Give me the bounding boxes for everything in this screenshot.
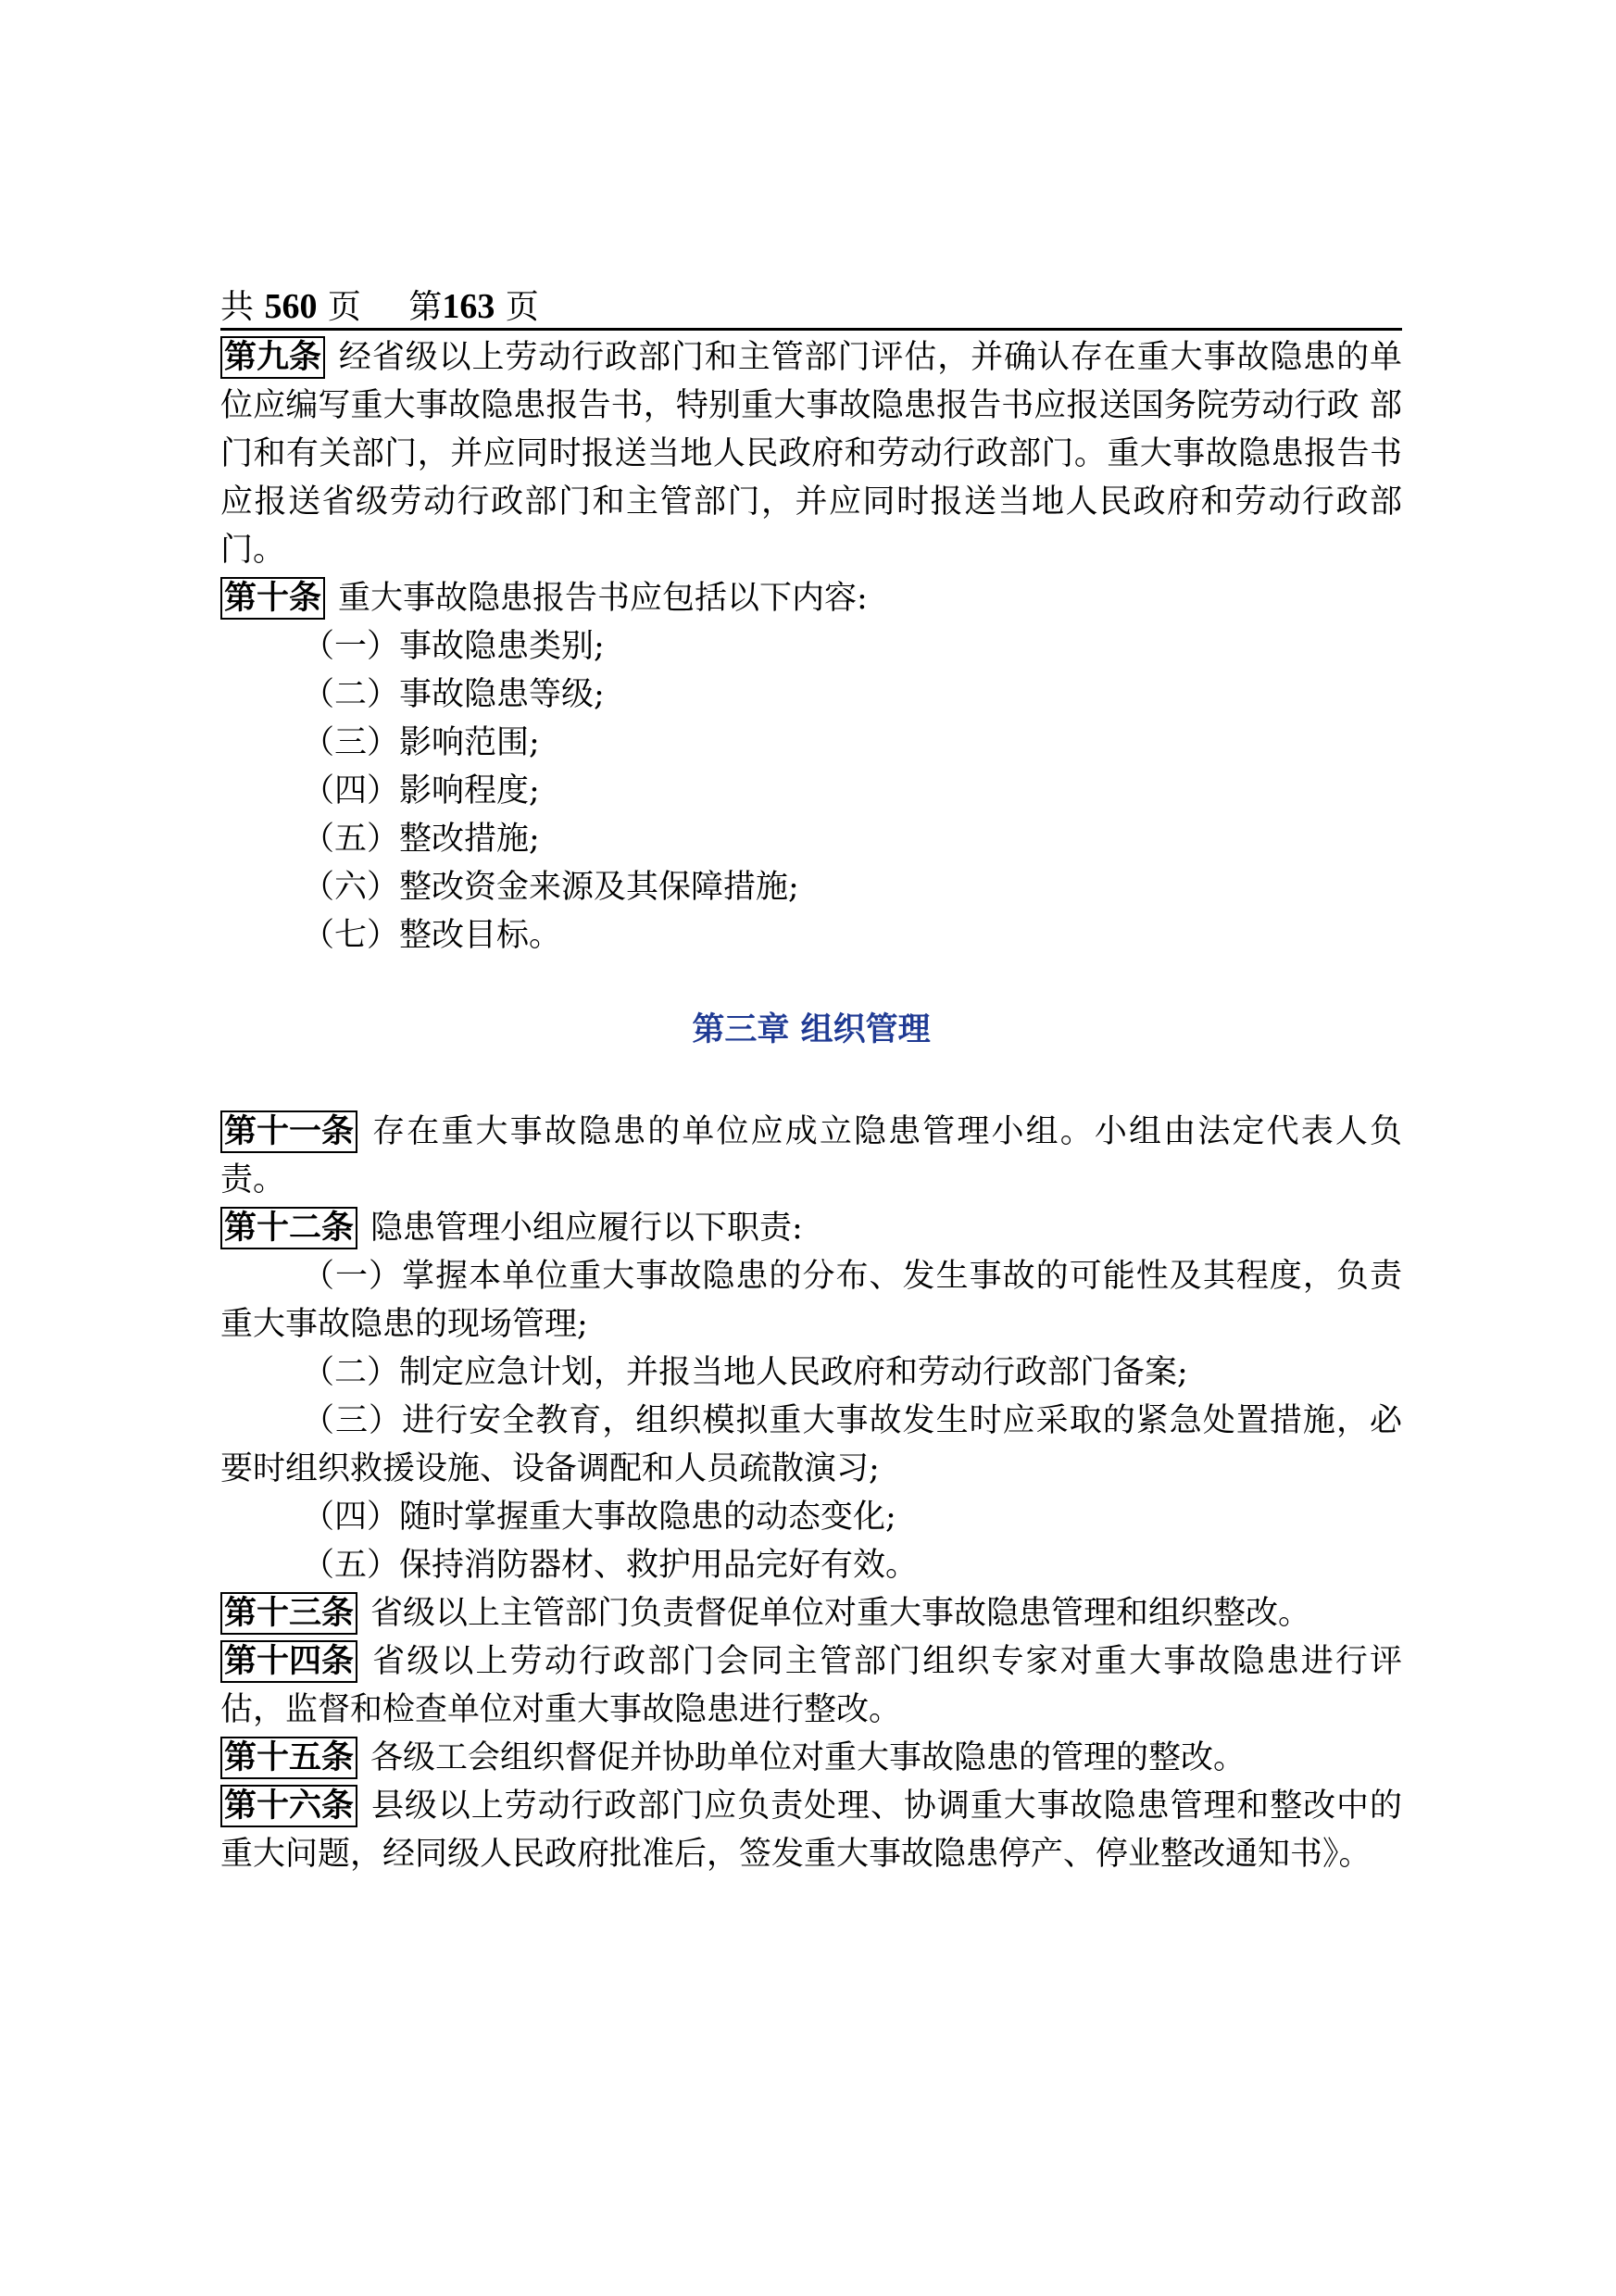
chapter-title: 第三章 组织管理 (692, 1010, 931, 1048)
article-text: 县级以上劳动行政部门应负责处理、协调重大事故隐患管理和整改中的重大问题，经同级人民政府批准后，签发重大事故隐患停产、停业整改通知书》。 (220, 1788, 1402, 1873)
article-11 (220, 1108, 1402, 1204)
article-12 (220, 1204, 1402, 1252)
list-item: （六）整改资金来源及其保障措施; (302, 869, 799, 906)
page-header (220, 285, 1402, 331)
article-text: 存在重大事故隐患的单位应成立隐患管理小组。小组由法定代表人负责。 (220, 1113, 1402, 1198)
article-label: 第十二条 (220, 1207, 357, 1249)
article-text: 省级以上主管部门负责督促单位对重大事故隐患管理和组织整改。 (370, 1595, 1311, 1632)
article-label: 第十六条 (220, 1785, 357, 1827)
article-15 (220, 1734, 1402, 1782)
article-label: 第九条 (220, 336, 325, 379)
article-10 (220, 574, 1402, 622)
article-text: 隐患管理小组应履行以下职责: (370, 1210, 803, 1247)
article-text: 经省级以上劳动行政部门和主管部门评估，并确认存在重大事故隐患的单位应编写重大事故隐患报告书，特别重大事故隐患报告书应报送国务院劳动行政 部门和有关部门，并应同时报送当地人民政府和劳动行政部门。重大事故隐患报告书应报送省级劳动行政部门和主管部门，并应同时报送当地人民政府和劳动行政部 门。 (220, 339, 1402, 569)
list-item: （四）随时掌握重大事故隐患的动态变化; (302, 1499, 896, 1536)
total-prefix: 共 (220, 288, 255, 326)
current-suffix: 页 (505, 288, 539, 326)
current-prefix: 第 (408, 288, 443, 326)
list-item: （五）整改措施; (302, 821, 540, 858)
article-label: 第十一条 (220, 1110, 357, 1153)
article-label: 第十三条 (220, 1592, 357, 1635)
list-item: （二）事故隐患等级; (302, 676, 605, 713)
article-label: 第十五条 (220, 1737, 357, 1779)
list-item: （四）影响程度; (302, 772, 540, 809)
list-item: （一）事故隐患类别; (302, 628, 605, 665)
article-text: 各级工会组织督促并协助单位对重大事故隐患的管理的整改。 (370, 1739, 1246, 1776)
current-page: 163 (442, 287, 495, 326)
article-label: 第十四条 (220, 1640, 357, 1683)
article-text: 重大事故隐患报告书应包括以下内容: (338, 580, 868, 617)
article-label: 第十条 (220, 577, 325, 620)
list-item: （五）保持消防器材、救护用品完好有效。 (302, 1547, 919, 1584)
article-14 (220, 1637, 1402, 1734)
list-item: （三）影响范围; (302, 724, 540, 761)
document-body (220, 333, 1402, 1878)
list-item: （二）制定应急计划，并报当地人民政府和劳动行政部门备案; (302, 1354, 1188, 1391)
article-16 (220, 1782, 1402, 1878)
total-pages: 560 (264, 287, 318, 326)
article-9 (220, 333, 1402, 574)
total-suffix: 页 (327, 288, 361, 326)
list-item: （三）进行安全教育，组织模拟重大事故发生时应采取的紧急处置措施，必要时组织救援设施、设备调配和人员疏散演习; (220, 1402, 1402, 1487)
article-text: 省级以上劳动行政部门会同主管部门组织专家对重大事故隐患进行评估，监督和检查单位对重大事故隐患进行整改。 (220, 1643, 1402, 1728)
article-13 (220, 1589, 1402, 1637)
list-item: （一）掌握本单位重大事故隐患的分布、发生事故的可能性及其程度，负责重大事故隐患的现场管理; (220, 1258, 1402, 1343)
list-item: （七）整改目标。 (302, 917, 562, 954)
